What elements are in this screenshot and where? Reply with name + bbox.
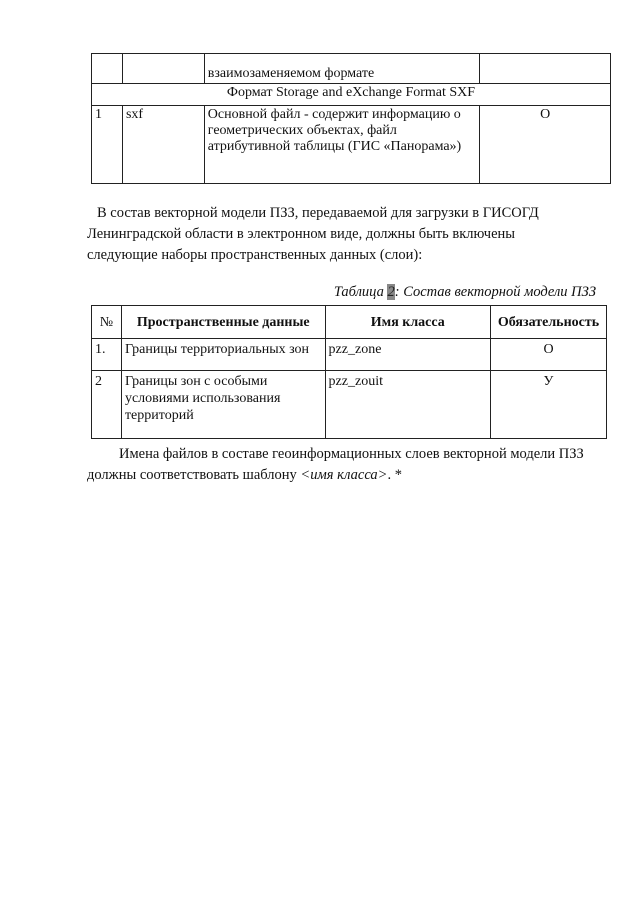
column-header-number: № — [92, 306, 122, 339]
header-row — [92, 306, 607, 339]
filename-text: Имена файлов в составе геоинформационных слоев векторной модели ПЗЗ должны соответствовать шаблону — [87, 446, 584, 483]
table-row — [92, 106, 611, 184]
caption-number: 2 — [387, 284, 395, 300]
spatial-data-cell: Границы территориальных зон — [121, 339, 325, 371]
formats-table — [91, 53, 611, 184]
column-header-class: Имя класса — [325, 306, 490, 339]
format-code-cell — [122, 54, 204, 84]
row-number-cell: 1 — [92, 106, 123, 184]
description-cell: взаимозаменяемом формате — [204, 54, 480, 84]
filename-tail: . * — [387, 467, 402, 483]
class-name-cell: pzz_zone — [325, 339, 490, 371]
description-cell: Основной файл - содержит информацию о геометрических объектах, файл атрибутивной таблицы (ГИС «Панорама») — [204, 106, 480, 184]
requirement-cell: О — [491, 339, 607, 371]
spatial-data-cell: Границы зон с особыми условиями использования территорий — [121, 371, 325, 439]
column-header-required: Обязательность — [491, 306, 607, 339]
requirement-cell: О — [480, 106, 611, 184]
section-header: Формат Storage and eXchange Format SXF — [92, 84, 611, 106]
row-number-cell — [92, 54, 123, 84]
row-number-cell: 1. — [92, 339, 122, 371]
column-header-data: Пространственные данные — [121, 306, 325, 339]
format-code-cell: sxf — [122, 106, 204, 184]
vector-model-table — [91, 305, 607, 439]
table-caption — [334, 284, 596, 301]
row-number-cell: 2 — [92, 371, 122, 439]
caption-suffix: : Состав векторной модели ПЗЗ — [394, 284, 596, 300]
caption-prefix: Таблица — [333, 284, 388, 300]
class-name-cell: pzz_zouit — [325, 371, 490, 439]
table-row — [92, 339, 607, 371]
table-row — [92, 54, 611, 84]
filename-template: <имя класса> — [300, 467, 388, 483]
section-header-row — [92, 84, 611, 106]
table-row — [92, 371, 607, 439]
requirement-cell — [480, 54, 611, 84]
requirement-cell: У — [491, 371, 607, 439]
intro-paragraph: В состав векторной модели ПЗЗ, передаваемой для загрузки в ГИСОГД Ленинградской области в электронном виде, должны быть включены следующие наборы пространственных данных (слои): — [87, 205, 539, 263]
filename-paragraph — [87, 444, 587, 486]
